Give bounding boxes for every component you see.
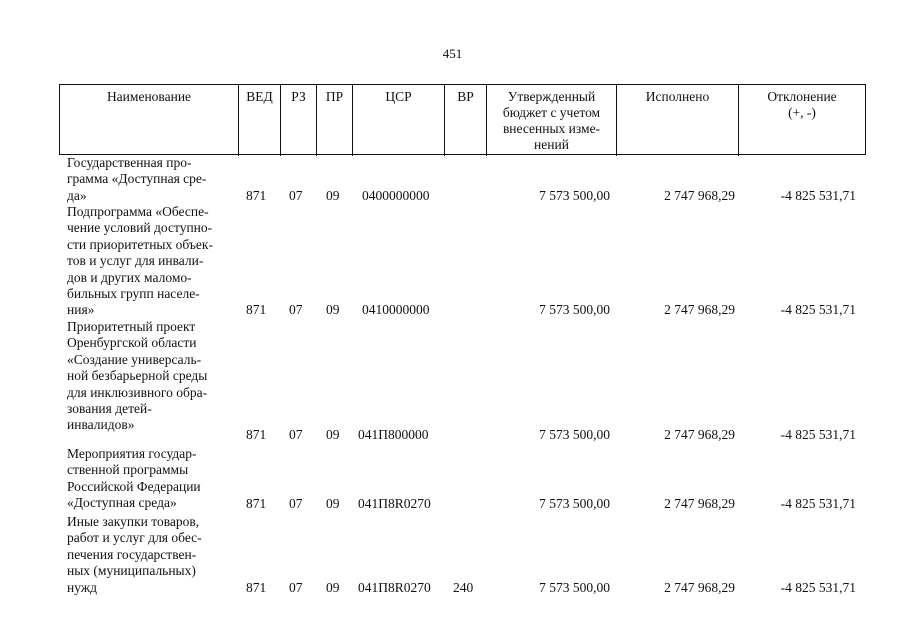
table-header — [59, 84, 866, 155]
row-deviation: -4 825 531,71 — [780, 427, 856, 442]
row-ved: 871 — [246, 302, 267, 318]
row-rz: 07 — [289, 580, 303, 595]
header-executed: Исполнено — [617, 85, 739, 156]
row-budget: 7 573 500,00 — [539, 302, 610, 318]
header-csr: ЦСР — [353, 85, 445, 156]
row-pr: 09 — [326, 580, 340, 595]
row-csr: 041П8R0270 — [358, 580, 431, 595]
row-executed: 2 747 968,29 — [664, 496, 735, 511]
row-csr: 0400000000 — [362, 187, 430, 203]
row-csr: 0410000000 — [362, 302, 430, 318]
row-ved: 871 — [246, 580, 267, 595]
row-pr: 09 — [326, 187, 340, 203]
row-rz: 07 — [289, 496, 303, 511]
row-executed: 2 747 968,29 — [664, 427, 735, 442]
row-csr: 041П8R0270 — [358, 496, 431, 511]
header-name: Наименование — [60, 85, 239, 156]
header-vr: ВР — [445, 85, 487, 156]
header-pr: ПР — [317, 85, 353, 156]
row-executed: 2 747 968,29 — [664, 187, 735, 203]
row-ved: 871 — [246, 427, 267, 442]
row-name: Мероприятия государ- ственной программы Российской Федерации «Доступная среда» — [67, 446, 201, 511]
row-rz: 07 — [289, 302, 303, 318]
header-ved: ВЕД — [239, 85, 281, 156]
row-name: Приоритетный проект Оренбургской области «Создание универсаль- ной безбарьерной среды для инклюзивного обра- зования детей- инвалидов» — [67, 319, 208, 433]
header-rz: РЗ — [281, 85, 317, 156]
row-deviation: -4 825 531,71 — [780, 187, 856, 203]
row-rz: 07 — [289, 427, 303, 442]
row-executed: 2 747 968,29 — [664, 302, 735, 318]
row-name: Иные закупки товаров, работ и услуг для обес- печения государствен- ных (муниципальных) нужд — [67, 514, 202, 595]
row-deviation: -4 825 531,71 — [780, 580, 856, 595]
row-pr: 09 — [326, 496, 340, 511]
row-pr: 09 — [326, 302, 340, 318]
row-deviation: -4 825 531,71 — [780, 496, 856, 511]
row-pr: 09 — [326, 427, 340, 442]
row-name: Государственная про- грамма «Доступная сре- да» — [67, 155, 207, 203]
page-number: 451 — [442, 46, 463, 61]
row-budget: 7 573 500,00 — [539, 187, 610, 203]
row-budget: 7 573 500,00 — [539, 427, 610, 442]
row-deviation: -4 825 531,71 — [780, 302, 856, 318]
row-csr: 041П800000 — [358, 427, 429, 442]
row-ved: 871 — [246, 496, 267, 511]
row-vr: 240 — [453, 580, 474, 595]
header-deviation: Отклонение (+, -) — [767, 89, 837, 120]
row-name: Подпрограмма «Обеспе- чение условий доступно- сти приоритетных объек- тов и услуг для инвали- дов и других маломо- бильных групп населе- ния» — [67, 204, 213, 318]
header-budget: Утвержденный бюджет с учетом внесенных изме- нений — [487, 85, 617, 156]
row-budget: 7 573 500,00 — [539, 496, 610, 511]
row-budget: 7 573 500,00 — [539, 580, 610, 595]
row-ved: 871 — [246, 187, 267, 203]
row-rz: 07 — [289, 187, 303, 203]
row-executed: 2 747 968,29 — [664, 580, 735, 595]
